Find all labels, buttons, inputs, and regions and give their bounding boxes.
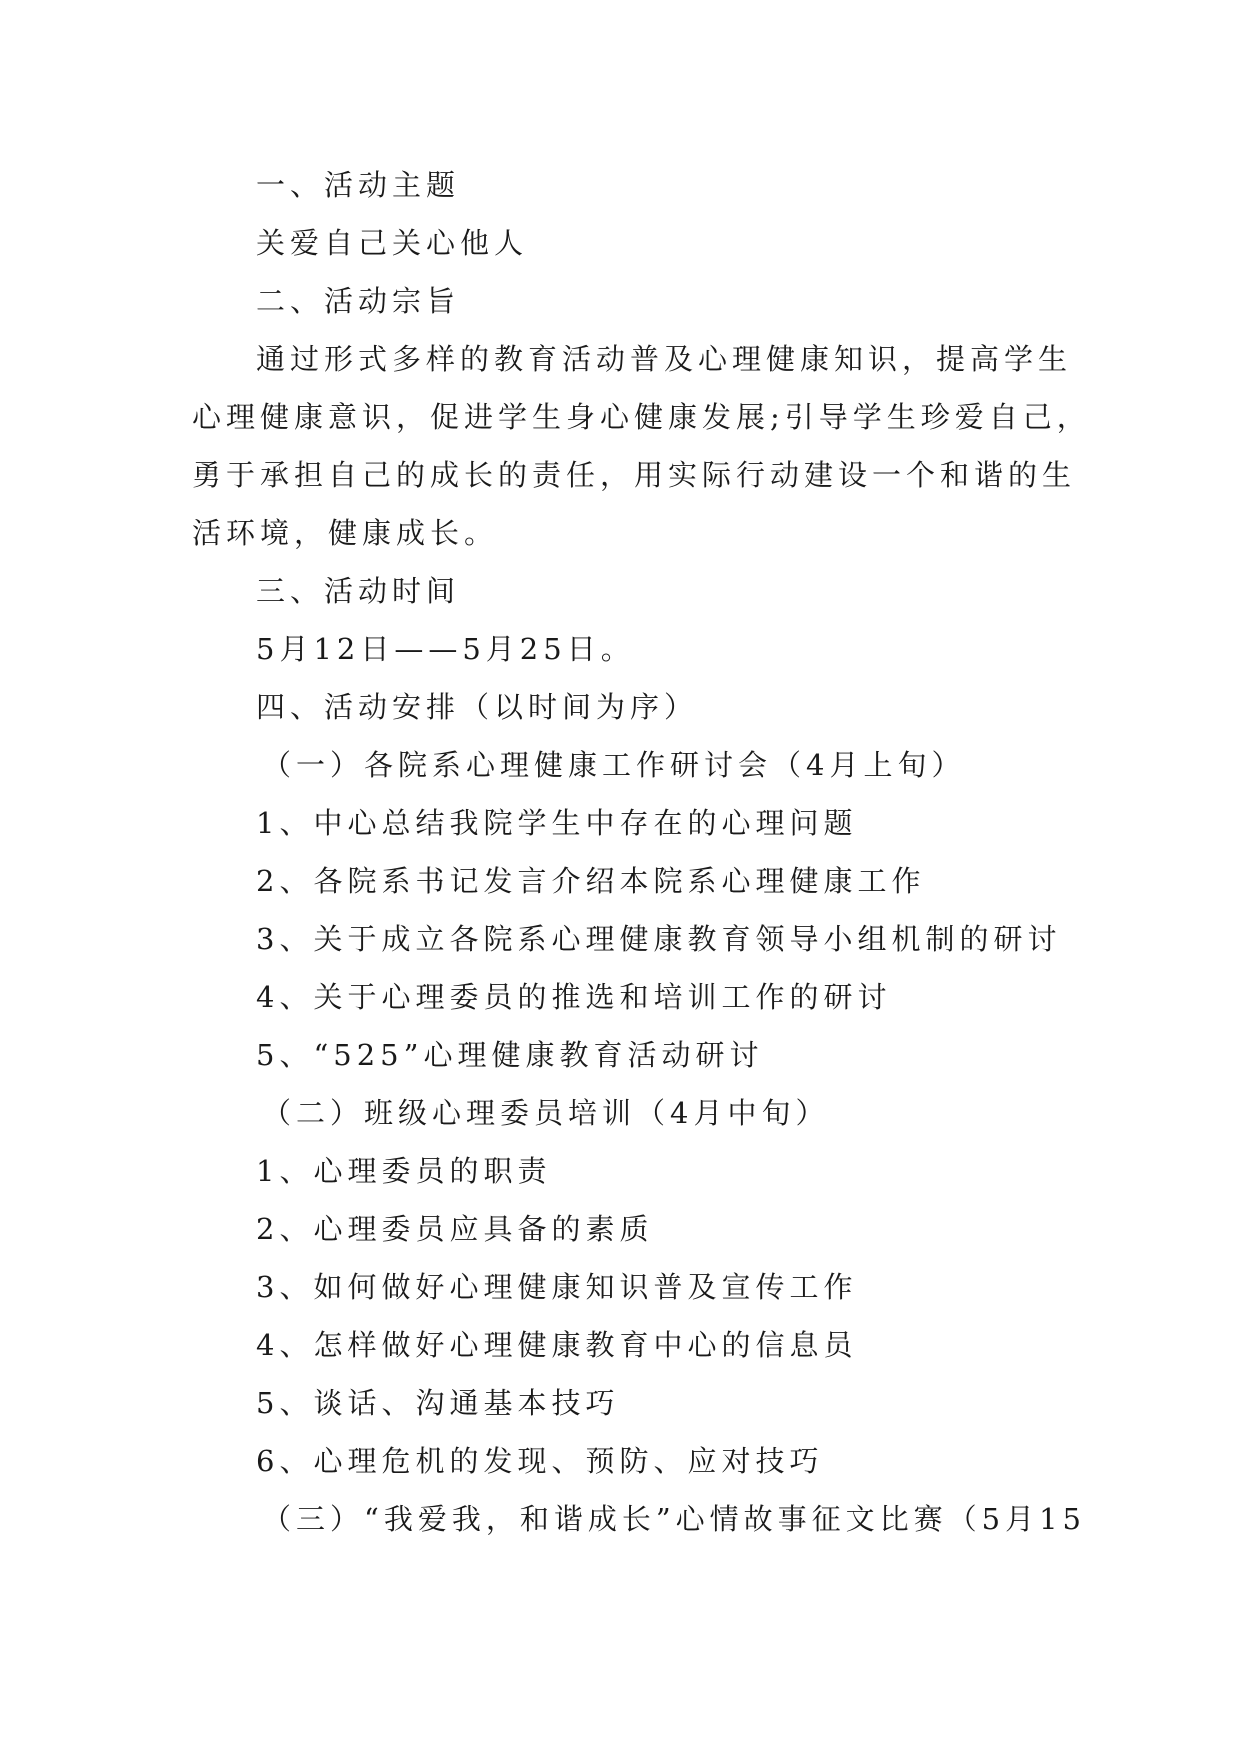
paragraph-purpose-line-2: 心理健康意识，促进学生身心健康发展;引导学生珍爱自己，: [192, 400, 1091, 434]
list-item: 2、心理委员应具备的素质: [256, 1212, 654, 1246]
list-item: 4、关于心理委员的推选和培训工作的研讨: [256, 980, 892, 1014]
heading-activity-arrangement: 四、活动安排（以时间为序）: [256, 690, 699, 724]
list-item: 3、关于成立各院系心理健康教育领导小组机制的研讨: [256, 922, 1062, 956]
list-item: 4、怎样做好心理健康教育中心的信息员: [256, 1328, 858, 1362]
list-item: 1、中心总结我院学生中存在的心理问题: [256, 806, 858, 840]
paragraph-purpose-line-1: 通过形式多样的教育活动普及心理健康知识，提高学生: [256, 342, 1073, 376]
paragraph-theme-text: 关爱自己关心他人: [256, 226, 529, 260]
list-item: 1、心理委员的职责: [256, 1154, 552, 1188]
heading-activity-time: 三、活动时间: [256, 574, 461, 608]
list-item: 6、心理危机的发现、预防、应对技巧: [256, 1444, 824, 1478]
list-item: 2、各院系书记发言介绍本院系心理健康工作: [256, 864, 926, 898]
paragraph-purpose-line-4: 活环境，健康成长。: [192, 516, 499, 550]
paragraph-purpose-line-3: 勇于承担自己的成长的责任，用实际行动建设一个和谐的生: [192, 458, 1077, 492]
list-item: 5、谈话、沟通基本技巧: [256, 1386, 620, 1420]
list-item: 5、“525”心理健康教育活动研讨: [256, 1038, 764, 1072]
paragraph-time-text: 5月12日——5月25日。: [256, 632, 635, 666]
heading-activity-purpose: 二、活动宗旨: [256, 284, 461, 318]
list-item: 3、如何做好心理健康知识普及宣传工作: [256, 1270, 858, 1304]
subheading-seminar: （一）各院系心理健康工作研讨会（4月上旬）: [262, 748, 966, 782]
heading-activity-theme: 一、活动主题: [256, 168, 461, 202]
subheading-essay-contest: （三）“我爱我，和谐成长”心情故事征文比赛（5月15: [262, 1502, 1087, 1536]
subheading-training: （二）班级心理委员培训（4月中旬）: [262, 1096, 830, 1130]
